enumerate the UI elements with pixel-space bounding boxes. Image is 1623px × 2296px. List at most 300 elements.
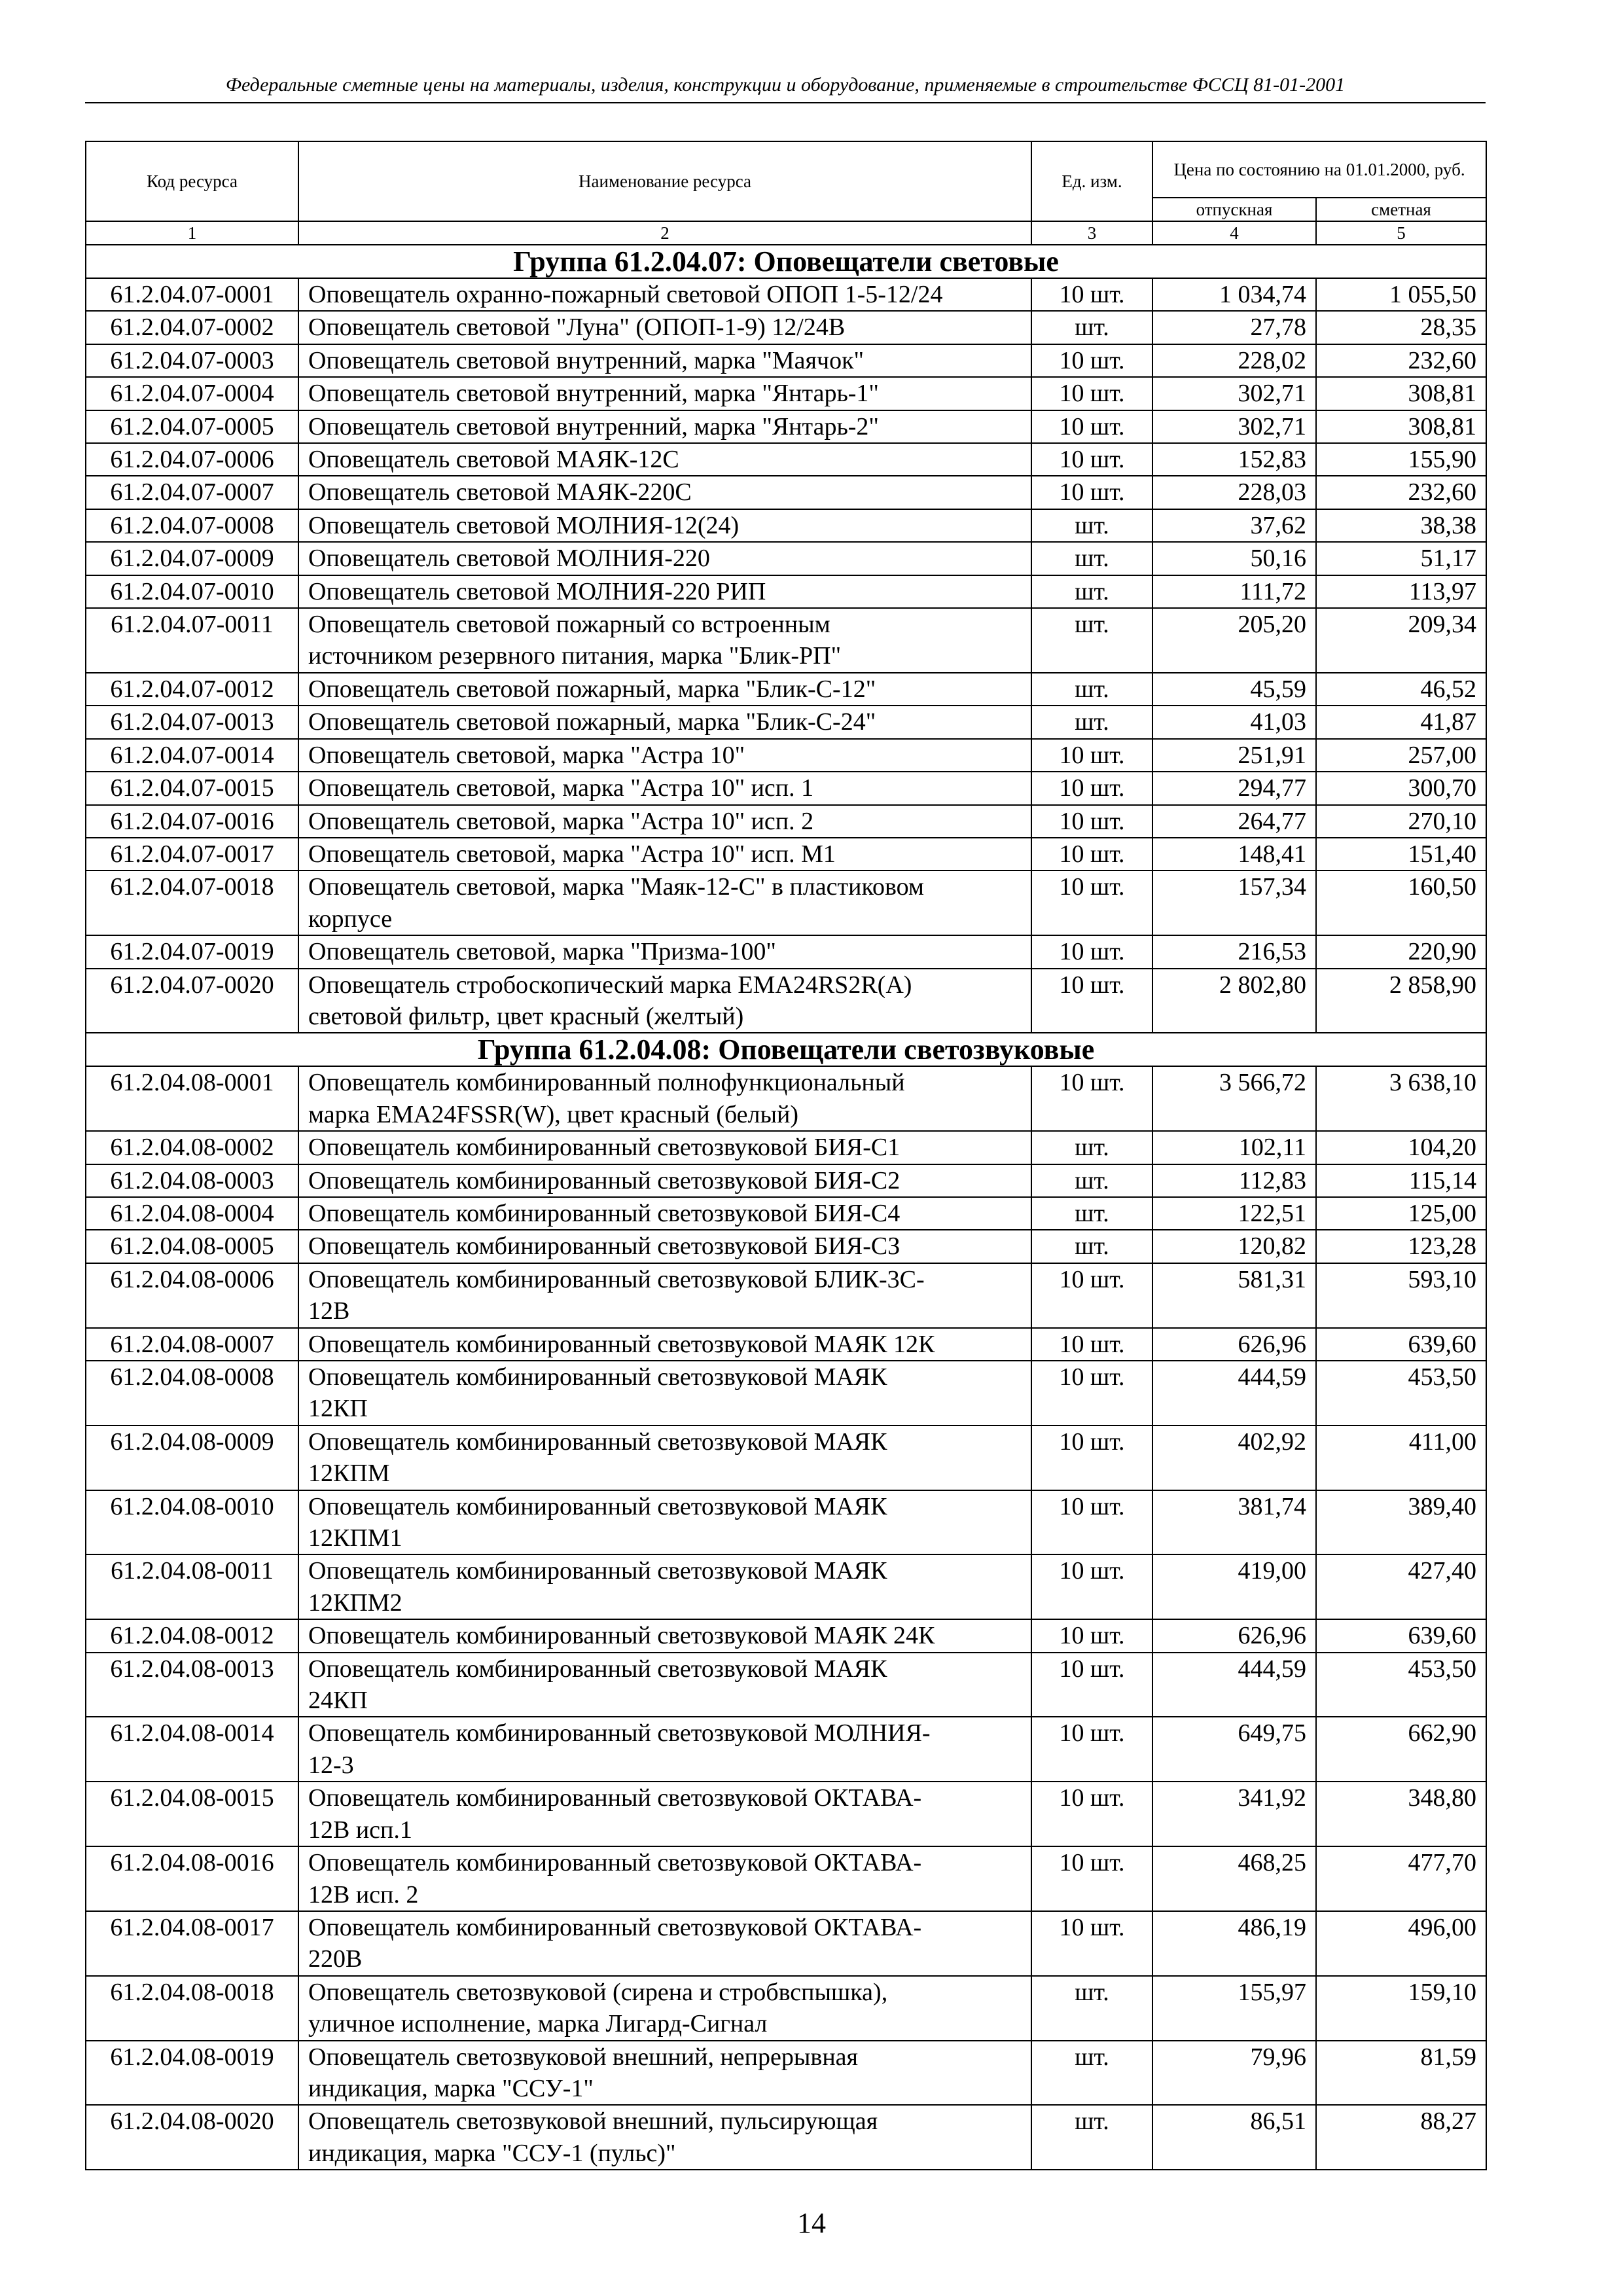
resource-name-line: 220В [308, 1945, 363, 1973]
resource-name [298, 772, 1031, 804]
table-row [86, 1490, 1486, 1555]
resource-name-line: Оповещатель световой МОЛНИЯ-220 РИП [308, 577, 766, 605]
resource-code: 61.2.04.08-0017 [86, 1911, 298, 1976]
resource-name-line: Оповещатель светозвуковой (сирена и стробвспышка), [308, 1978, 888, 2006]
resource-name [298, 1164, 1031, 1197]
resource-code: 61.2.04.07-0014 [86, 739, 298, 772]
price-estimate: 411,00 [1316, 1426, 1486, 1490]
column-number: 4 [1152, 221, 1316, 245]
unit-of-measure: шт. [1031, 1230, 1152, 1263]
resource-code: 61.2.04.08-0008 [86, 1361, 298, 1426]
resource-name [298, 1619, 1031, 1652]
resource-name-line: Оповещатель комбинированный светозвуковой БИЯ-С1 [308, 1134, 901, 1162]
resource-name [298, 1230, 1031, 1263]
table-row [86, 1197, 1486, 1230]
resource-code: 61.2.04.08-0010 [86, 1490, 298, 1555]
unit-of-measure: 10 шт. [1031, 1653, 1152, 1717]
resource-code: 61.2.04.07-0005 [86, 410, 298, 443]
resource-code: 61.2.04.07-0007 [86, 476, 298, 509]
resource-code: 61.2.04.08-0003 [86, 1164, 298, 1197]
price-release: 381,74 [1152, 1490, 1316, 1555]
price-release: 251,91 [1152, 739, 1316, 772]
unit-of-measure: 10 шт. [1031, 278, 1152, 311]
resource-name-line: 12КПМ [308, 1460, 390, 1488]
price-release: 626,96 [1152, 1328, 1316, 1361]
table-row [86, 1263, 1486, 1328]
table-row [86, 870, 1486, 935]
resource-name [298, 1976, 1031, 2041]
resource-name [298, 673, 1031, 706]
resource-name [298, 2041, 1031, 2106]
resource-name [298, 542, 1031, 575]
price-estimate: 151,40 [1316, 838, 1486, 870]
table-row [86, 838, 1486, 870]
resource-code: 61.2.04.07-0019 [86, 935, 298, 968]
resource-name [298, 344, 1031, 377]
price-release: 148,41 [1152, 838, 1316, 870]
resource-code: 61.2.04.07-0008 [86, 509, 298, 542]
resource-code: 61.2.04.07-0018 [86, 870, 298, 935]
table-row [86, 969, 1486, 1033]
resource-name-line: 24КП [308, 1687, 368, 1715]
price-estimate: 639,60 [1316, 1619, 1486, 1652]
resource-code: 61.2.04.07-0012 [86, 673, 298, 706]
table-row [86, 2041, 1486, 2106]
resource-name-line: Оповещатель световой МОЛНИЯ-12(24) [308, 511, 740, 539]
price-release: 228,03 [1152, 476, 1316, 509]
price-estimate: 209,34 [1316, 608, 1486, 673]
price-release: 122,51 [1152, 1197, 1316, 1230]
resource-name-line: Оповещатель световой внутренний, марка "Янтарь-1" [308, 380, 879, 408]
resource-name [298, 410, 1031, 443]
table-row [86, 377, 1486, 410]
resource-name-line: Оповещатель комбинированный светозвуковой МАЯК [308, 1363, 887, 1391]
header-unit: Ед. изм. [1031, 141, 1152, 221]
resource-name-line: световой фильтр, цвет красный (желтый) [308, 1002, 744, 1030]
price-estimate: 115,14 [1316, 1164, 1486, 1197]
price-estimate: 308,81 [1316, 410, 1486, 443]
resource-name-line: Оповещатель комбинированный светозвуковой ОКТАВА- [308, 1913, 922, 1941]
price-estimate: 88,27 [1316, 2105, 1486, 2170]
table-header [86, 141, 1486, 245]
price-estimate: 3 638,10 [1316, 1066, 1486, 1131]
table-row [86, 2105, 1486, 2170]
price-release: 444,59 [1152, 1653, 1316, 1717]
header-price-estimate: сметная [1316, 198, 1486, 221]
resource-name-line: Оповещатель комбинированный светозвуковой ОКТАВА- [308, 1849, 922, 1877]
resource-name-line: Оповещатель световой пожарный со встроенным [308, 611, 830, 639]
resource-name-line: Оповещатель световой пожарный, марка "Блик-С-12" [308, 675, 876, 703]
table-row [86, 1846, 1486, 1911]
price-estimate: 308,81 [1316, 377, 1486, 410]
price-estimate: 232,60 [1316, 476, 1486, 509]
column-number: 5 [1316, 221, 1486, 245]
resource-name-line: 12В исп. 2 [308, 1880, 419, 1909]
resource-name [298, 2105, 1031, 2170]
resource-name [298, 1066, 1031, 1131]
price-estimate: 427,40 [1316, 1554, 1486, 1619]
resource-name [298, 739, 1031, 772]
table-row [86, 1230, 1486, 1263]
resource-name-line: Оповещатель световой МАЯК-220С [308, 478, 692, 507]
resource-name-line: Оповещатель комбинированный светозвуковой БЛИК-3С- [308, 1265, 925, 1293]
resource-name-line: 12В [308, 1297, 350, 1325]
price-estimate: 477,70 [1316, 1846, 1486, 1911]
resource-code: 61.2.04.08-0002 [86, 1131, 298, 1164]
price-release: 45,59 [1152, 673, 1316, 706]
unit-of-measure: 10 шт. [1031, 410, 1152, 443]
unit-of-measure: шт. [1031, 673, 1152, 706]
unit-of-measure: 10 шт. [1031, 1846, 1152, 1911]
price-release: 111,72 [1152, 575, 1316, 608]
resource-code: 61.2.04.07-0015 [86, 772, 298, 804]
resource-name-line: Оповещатель световой, марка "Астра 10" исп. 2 [308, 807, 814, 835]
unit-of-measure: 10 шт. [1031, 1911, 1152, 1976]
header-code: Код ресурса [86, 141, 298, 221]
resource-code: 61.2.04.08-0007 [86, 1328, 298, 1361]
resource-name [298, 476, 1031, 509]
price-release: 294,77 [1152, 772, 1316, 804]
resource-code: 61.2.04.08-0005 [86, 1230, 298, 1263]
resource-name [298, 1131, 1031, 1164]
resource-code: 61.2.04.08-0004 [86, 1197, 298, 1230]
unit-of-measure: 10 шт. [1031, 1361, 1152, 1426]
resource-name [298, 575, 1031, 608]
unit-of-measure: шт. [1031, 608, 1152, 673]
table-row [86, 739, 1486, 772]
price-estimate: 270,10 [1316, 805, 1486, 838]
price-release: 205,20 [1152, 608, 1316, 673]
price-release: 41,03 [1152, 706, 1316, 738]
header-price-release: отпускная [1152, 198, 1316, 221]
column-number: 3 [1031, 221, 1152, 245]
unit-of-measure: 10 шт. [1031, 1554, 1152, 1619]
resource-name-line: Оповещатель комбинированный светозвуковой МОЛНИЯ- [308, 1719, 931, 1748]
unit-of-measure: 10 шт. [1031, 443, 1152, 476]
price-estimate: 2 858,90 [1316, 969, 1486, 1033]
resource-name [298, 278, 1031, 311]
price-estimate: 453,50 [1316, 1361, 1486, 1426]
table-row [86, 1717, 1486, 1782]
resource-name [298, 1328, 1031, 1361]
table-row [86, 344, 1486, 377]
resource-name [298, 706, 1031, 738]
price-release: 228,02 [1152, 344, 1316, 377]
price-estimate: 1 055,50 [1316, 278, 1486, 311]
resource-code: 61.2.04.07-0013 [86, 706, 298, 738]
unit-of-measure: 10 шт. [1031, 805, 1152, 838]
resource-name-line: Оповещатель световой, марка "Призма-100" [308, 938, 776, 966]
resource-name-line: Оповещатель комбинированный светозвуковой БИЯ-СЗ [308, 1232, 901, 1261]
price-release: 152,83 [1152, 443, 1316, 476]
resource-name [298, 969, 1031, 1033]
price-release: 468,25 [1152, 1846, 1316, 1911]
unit-of-measure: шт. [1031, 311, 1152, 344]
table-row [86, 1976, 1486, 2041]
header-price: Цена по состоянию на 01.01.2000, руб. [1152, 141, 1486, 198]
resource-name-line: Оповещатель комбинированный светозвуковой МАЯК [308, 1492, 887, 1520]
header-name: Наименование ресурса [298, 141, 1031, 221]
price-estimate: 46,52 [1316, 673, 1486, 706]
price-release: 86,51 [1152, 2105, 1316, 2170]
column-number: 1 [86, 221, 298, 245]
unit-of-measure: шт. [1031, 2041, 1152, 2106]
table-row [86, 1066, 1486, 1131]
price-estimate: 104,20 [1316, 1131, 1486, 1164]
resource-name [298, 608, 1031, 673]
table-row [86, 443, 1486, 476]
resource-name-line: Оповещатель комбинированный светозвуковой МАЯК [308, 1557, 887, 1585]
resource-name-line: Оповещатель стробоскопический марка EMA24RS2R(A) [308, 971, 912, 999]
price-estimate: 28,35 [1316, 311, 1486, 344]
resource-code: 61.2.04.07-0002 [86, 311, 298, 344]
group-header-row [86, 245, 1486, 278]
resource-name-line: Оповещатель охранно-пожарный световой ОПОП 1-5-12/24 [308, 281, 943, 308]
resource-name-line: Оповещатель светозвуковой внешний, непрерывная [308, 2043, 859, 2071]
table-row [86, 706, 1486, 738]
table-row [86, 1426, 1486, 1490]
table-row [86, 1911, 1486, 1976]
resource-name-line: 12-3 [308, 1751, 354, 1779]
resource-name [298, 805, 1031, 838]
price-release: 486,19 [1152, 1911, 1316, 1976]
unit-of-measure: 10 шт. [1031, 838, 1152, 870]
price-release: 444,59 [1152, 1361, 1316, 1426]
resource-name [298, 935, 1031, 968]
resource-code: 61.2.04.07-0016 [86, 805, 298, 838]
unit-of-measure: 10 шт. [1031, 739, 1152, 772]
price-estimate: 41,87 [1316, 706, 1486, 738]
unit-of-measure: 10 шт. [1031, 1426, 1152, 1490]
resource-code: 61.2.04.08-0011 [86, 1554, 298, 1619]
resource-code: 61.2.04.08-0006 [86, 1263, 298, 1328]
resource-code: 61.2.04.07-0009 [86, 542, 298, 575]
table-row [86, 1782, 1486, 1846]
price-release: 120,82 [1152, 1230, 1316, 1263]
table-row [86, 673, 1486, 706]
table-row [86, 575, 1486, 608]
table-row [86, 1653, 1486, 1717]
unit-of-measure: 10 шт. [1031, 772, 1152, 804]
price-release: 302,71 [1152, 377, 1316, 410]
resource-name-line: марка EMA24FSSR(W), цвет красный (белый) [308, 1100, 799, 1128]
resource-code: 61.2.04.07-0004 [86, 377, 298, 410]
table-row [86, 608, 1486, 673]
price-estimate: 348,80 [1316, 1782, 1486, 1846]
table-body [86, 245, 1486, 2170]
resource-name [298, 1197, 1031, 1230]
resource-code: 61.2.04.08-0018 [86, 1976, 298, 2041]
resource-name [298, 1911, 1031, 1976]
price-release: 649,75 [1152, 1717, 1316, 1782]
price-release: 27,78 [1152, 311, 1316, 344]
resource-name-line: индикация, марка "ССУ-1 (пульс)" [308, 2139, 676, 2167]
price-release: 3 566,72 [1152, 1066, 1316, 1131]
resource-name-line: 12КПМ2 [308, 1588, 402, 1617]
resource-name-line: Оповещатель комбинированный светозвуковой МАЯК 24К [308, 1622, 935, 1650]
price-release: 37,62 [1152, 509, 1316, 542]
price-estimate: 125,00 [1316, 1197, 1486, 1230]
resource-code: 61.2.04.07-0003 [86, 344, 298, 377]
price-table [85, 141, 1487, 2170]
unit-of-measure: 10 шт. [1031, 1263, 1152, 1328]
resource-code: 61.2.04.08-0015 [86, 1782, 298, 1846]
resource-name [298, 443, 1031, 476]
table-row [86, 311, 1486, 344]
resource-name [298, 1490, 1031, 1555]
table-row [86, 1554, 1486, 1619]
resource-name-line: Оповещатель комбинированный светозвуковой МАЯК 12К [308, 1330, 935, 1358]
resource-name-line: Оповещатель светозвуковой внешний, пульсирующая [308, 2108, 878, 2136]
price-estimate: 593,10 [1316, 1263, 1486, 1328]
unit-of-measure: шт. [1031, 509, 1152, 542]
price-estimate: 160,50 [1316, 870, 1486, 935]
price-release: 341,92 [1152, 1782, 1316, 1846]
resource-name [298, 1263, 1031, 1328]
resource-name [298, 1846, 1031, 1911]
resource-name-line: 12КП [308, 1395, 368, 1423]
resource-name-line: Оповещатель световой "Луна" (ОПОП-1-9) 12/24В [308, 314, 846, 342]
price-release: 157,34 [1152, 870, 1316, 935]
unit-of-measure: 10 шт. [1031, 1782, 1152, 1846]
unit-of-measure: 10 шт. [1031, 1717, 1152, 1782]
unit-of-measure: 10 шт. [1031, 1328, 1152, 1361]
unit-of-measure: шт. [1031, 2105, 1152, 2170]
price-release: 264,77 [1152, 805, 1316, 838]
price-estimate: 38,38 [1316, 509, 1486, 542]
resource-code: 61.2.04.07-0010 [86, 575, 298, 608]
price-release: 626,96 [1152, 1619, 1316, 1652]
price-release: 402,92 [1152, 1426, 1316, 1490]
unit-of-measure: 10 шт. [1031, 969, 1152, 1033]
resource-code: 61.2.04.07-0017 [86, 838, 298, 870]
resource-name-line: корпусе [308, 905, 393, 933]
running-header: Федеральные сметные цены на материалы, изделия, конструкции и оборудование, применяемые в строительстве ФССЦ 81-01-2001 [85, 72, 1486, 103]
resource-name-line: Оповещатель световой внутренний, марка "Янтарь-2" [308, 412, 879, 440]
table-row [86, 476, 1486, 509]
table-row [86, 410, 1486, 443]
price-estimate: 453,50 [1316, 1653, 1486, 1717]
column-number: 2 [298, 221, 1031, 245]
price-estimate: 389,40 [1316, 1490, 1486, 1555]
table-row [86, 278, 1486, 311]
price-estimate: 496,00 [1316, 1911, 1486, 1976]
resource-name-line: индикация, марка "ССУ-1" [308, 2074, 594, 2102]
group-title: Группа 61.2.04.07: Оповещатели световые [86, 245, 1486, 278]
table-row [86, 509, 1486, 542]
resource-name-line: Оповещатель комбинированный светозвуковой ОКТАВА- [308, 1784, 922, 1812]
price-release: 216,53 [1152, 935, 1316, 968]
price-estimate: 220,90 [1316, 935, 1486, 968]
resource-name-line: Оповещатель световой внутренний, марка "Маячок" [308, 346, 865, 374]
price-release: 102,11 [1152, 1131, 1316, 1164]
price-release: 2 802,80 [1152, 969, 1316, 1033]
resource-code: 61.2.04.08-0001 [86, 1066, 298, 1131]
resource-code: 61.2.04.08-0013 [86, 1653, 298, 1717]
table-row [86, 1131, 1486, 1164]
price-estimate: 51,17 [1316, 542, 1486, 575]
unit-of-measure: шт. [1031, 706, 1152, 738]
group-title: Группа 61.2.04.08: Оповещатели светозвуковые [86, 1033, 1486, 1066]
resource-name [298, 1554, 1031, 1619]
resource-name-line: 12КПМ1 [308, 1524, 402, 1552]
unit-of-measure: 10 шт. [1031, 344, 1152, 377]
group-header-row [86, 1033, 1486, 1066]
resource-name [298, 1426, 1031, 1490]
resource-name [298, 1361, 1031, 1426]
resource-name-line: Оповещатель световой, марка "Астра 10" исп. 1 [308, 774, 814, 802]
resource-name-line: Оповещатель световой, марка "Астра 10" исп. М1 [308, 840, 836, 868]
table-row [86, 772, 1486, 804]
resource-code: 61.2.04.08-0019 [86, 2041, 298, 2106]
unit-of-measure: 10 шт. [1031, 935, 1152, 968]
unit-of-measure: 10 шт. [1031, 1619, 1152, 1652]
resource-name-line: Оповещатель комбинированный светозвуковой МАЯК [308, 1655, 887, 1683]
unit-of-measure: 10 шт. [1031, 1066, 1152, 1131]
price-release: 79,96 [1152, 2041, 1316, 2106]
price-release: 155,97 [1152, 1976, 1316, 2041]
table-row [86, 1328, 1486, 1361]
unit-of-measure: 10 шт. [1031, 377, 1152, 410]
resource-code: 61.2.04.08-0012 [86, 1619, 298, 1652]
price-estimate: 155,90 [1316, 443, 1486, 476]
resource-name-line: Оповещатель световой, марка "Маяк-12-С" в пластиковом [308, 873, 924, 901]
price-release: 419,00 [1152, 1554, 1316, 1619]
resource-name [298, 1782, 1031, 1846]
resource-code: 61.2.04.07-0011 [86, 608, 298, 673]
price-release: 50,16 [1152, 542, 1316, 575]
resource-name [298, 311, 1031, 344]
unit-of-measure: 10 шт. [1031, 476, 1152, 509]
table-row [86, 1164, 1486, 1197]
resource-code: 61.2.04.08-0016 [86, 1846, 298, 1911]
price-estimate: 257,00 [1316, 739, 1486, 772]
resource-name [298, 377, 1031, 410]
resource-code: 61.2.04.07-0001 [86, 278, 298, 311]
resource-code: 61.2.04.07-0006 [86, 443, 298, 476]
resource-name [298, 1653, 1031, 1717]
resource-name-line: Оповещатель световой, марка "Астра 10" [308, 741, 745, 769]
resource-name-line: Оповещатель комбинированный светозвуковой БИЯ-С4 [308, 1199, 901, 1227]
resource-name [298, 509, 1031, 542]
unit-of-measure: шт. [1031, 575, 1152, 608]
page-number: 14 [797, 2207, 826, 2239]
table-row [86, 1361, 1486, 1426]
resource-name-line: Оповещатель комбинированный полнофункциональный [308, 1069, 905, 1097]
unit-of-measure: 10 шт. [1031, 1490, 1152, 1555]
unit-of-measure: шт. [1031, 542, 1152, 575]
resource-code: 61.2.04.08-0014 [86, 1717, 298, 1782]
resource-code: 61.2.04.07-0020 [86, 969, 298, 1033]
price-release: 581,31 [1152, 1263, 1316, 1328]
resource-code: 61.2.04.08-0020 [86, 2105, 298, 2170]
table-row [86, 542, 1486, 575]
resource-name-line: источником резервного питания, марка "Блик-РП" [308, 642, 842, 670]
table-row [86, 935, 1486, 968]
price-release: 302,71 [1152, 410, 1316, 443]
unit-of-measure: шт. [1031, 1131, 1152, 1164]
resource-name [298, 838, 1031, 870]
resource-name [298, 1717, 1031, 1782]
price-estimate: 113,97 [1316, 575, 1486, 608]
price-estimate: 159,10 [1316, 1976, 1486, 2041]
resource-code: 61.2.04.08-0009 [86, 1426, 298, 1490]
unit-of-measure: шт. [1031, 1976, 1152, 2041]
unit-of-measure: 10 шт. [1031, 870, 1152, 935]
resource-name-line: Оповещатель световой пожарный, марка "Блик-С-24" [308, 708, 876, 736]
price-release: 112,83 [1152, 1164, 1316, 1197]
price-estimate: 81,59 [1316, 2041, 1486, 2106]
